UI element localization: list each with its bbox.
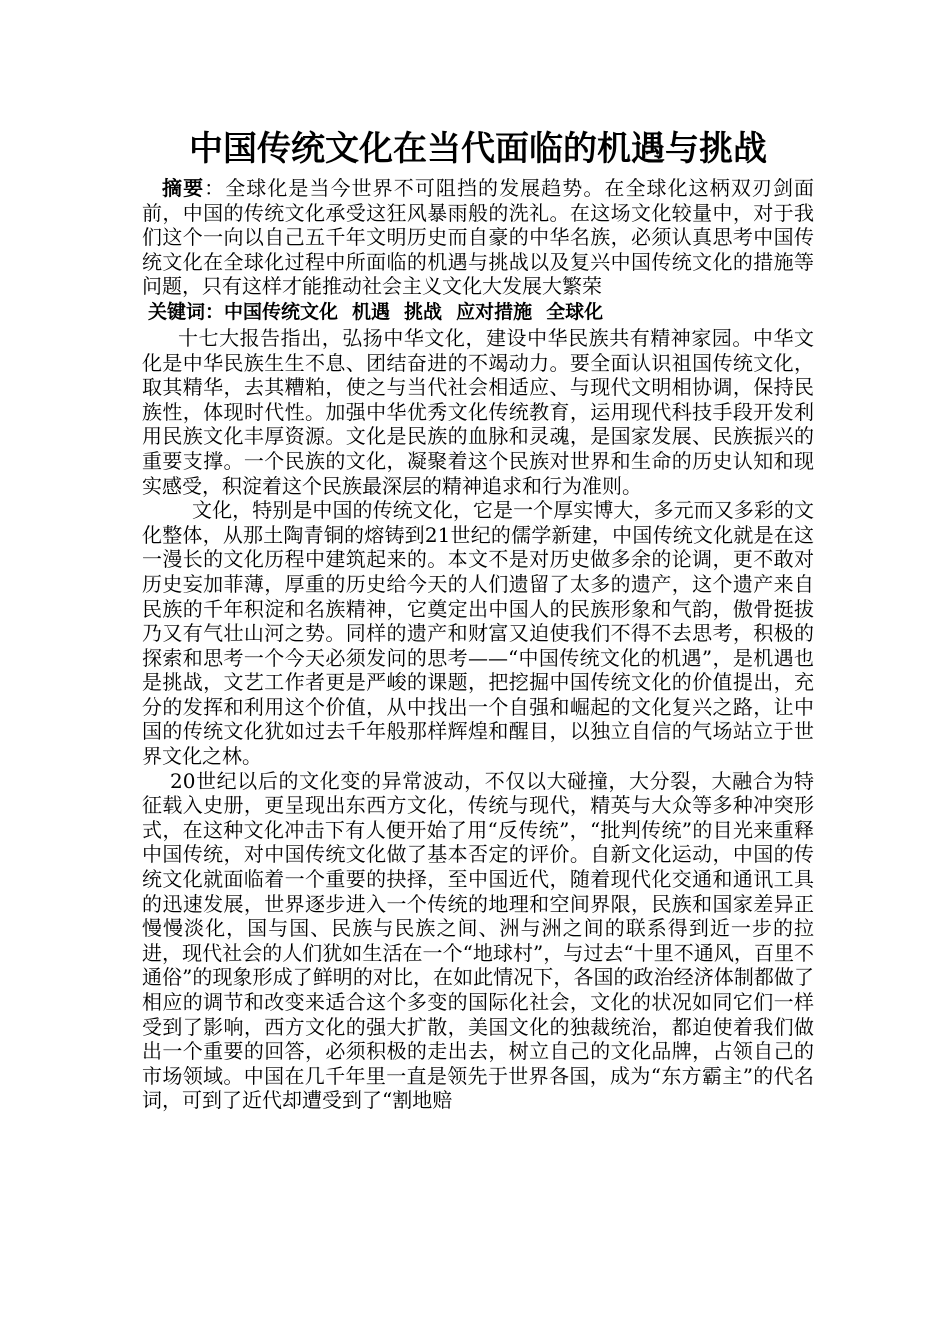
keyword-item: 机遇: [352, 300, 391, 323]
keywords-label: 关键词：: [148, 300, 225, 323]
document-page: [142, 124, 814, 1113]
document-title: 中国传统文化在当代面临的机遇与挑战: [189, 129, 767, 169]
abstract-colon: ：: [204, 176, 226, 200]
keyword-item: 挑战: [404, 300, 443, 323]
body-paragraph-3: 20世纪以后的文化变的异常波动，不仅以大碰撞，大分裂，大融合为特征载入史册，更呈现出东西方文化，传统与现代，精英与大众等多种冲突形式，在这种文化冲击下有人便开始了用“反传统”，“批判传统”的目光来重释中国传统，对中国传统文化做了基本否定的评价。自新文化运动，中国的传统文化就面临着一个重要的抉择，至中国近代，随着现代化交通和通讯工具的迅速发展，世界逐步进入一个传统的地理和空间界限，民族和国家差异正慢慢淡化，国与国、民族与民族之间、洲与洲之间的联系得到近一步的拉进，现代社会的人们犹如生活在一个“地球村”，与过去“十里不通风，百里不通俗”的现象形成了鲜明的对比，在如此情况下，各国的政治经济体制都做了相应的调节和改变来适合这个多变的国际化社会，文化的状况如同它们一样受到了影响，西方文化的强大扩散，美国文化的独裁统治，都迫使着我们做出一个重要的回答，必须积极的走出去，树立自己的文化品牌，占领自己的市场领域。中国在几千年里一直是领先于世界各国，成为“东方霸主”的代名词，可到了近代却遭受到了“割地赔: [142, 768, 814, 1113]
abstract-label: 摘要: [162, 176, 205, 200]
keyword-item: 应对措施: [456, 300, 533, 323]
body-paragraph-2: 文化，特别是中国的传统文化，它是一个厚实博大，多元而又多彩的文化整体，从那土陶青铜的熔铸到21世纪的儒学新建，中国传统文化就是在这一漫长的文化历程中建筑起来的。本文不是对历史做多余的论调，更不敢对历史妄加菲薄，厚重的历史给今天的人们遗留了太多的遗产，这个遗产来自民族的千年积淀和名族精神，它奠定出中国人的民族形象和气韵，傲骨挺拔乃又有气壮山河之势。同样的遗产和财富又迫使我们不得不去思考，积极的探索和思考一个今天必须发问的思考——“中国传统文化的机遇”，是机遇也是挑战，文艺工作者更是严峻的课题，把挖掘中国传统文化的价值提出，充分的发挥和利用这个价值，从中找出一个自强和崛起的文化复兴之路，让中国的传统文化犹如过去千年般那样辉煌和醒目，以独立自信的气场站立于世界文化之林。: [142, 498, 814, 769]
keyword-item: 中国传统文化: [224, 300, 339, 323]
body-paragraph-1: 十七大报告指出，弘扬中华文化，建设中华民族共有精神家园。中华文化是中华民族生生不息、团结奋进的不竭动力。要全面认识祖国传统文化，取其精华，去其糟粕，使之与当代社会相适应、与现代文明相协调，保持民族性，体现时代性。加强中华优秀文化传统教育，运用现代科技手段开发利用民族文化丰厚资源。文化是民族的血脉和灵魂，是国家发展、民族振兴的重要支撑。一个民族的文化，凝聚着这个民族对世界和生命的历史认知和现实感受，积淀着这个民族最深层的精神追求和行为准则。: [142, 325, 814, 498]
abstract-paragraph: [142, 176, 814, 299]
keyword-item: 全球化: [546, 300, 604, 323]
abstract-text: 全球化是当今世界不可阻挡的发展趋势。在全球化这柄双刃剑面前，中国的传统文化承受这狂风暴雨般的洗礼。在这场文化较量中，对于我们这个一向以自己五千年文明历史而自豪的中华名族，必须认真思考中国传统文化在全球化过程中所面临的机遇与挑战以及复兴中国传统文化的措施等问题，只有这样才能推动社会主义文化大发展大繁荣: [142, 176, 815, 299]
keywords-line: [148, 299, 814, 326]
